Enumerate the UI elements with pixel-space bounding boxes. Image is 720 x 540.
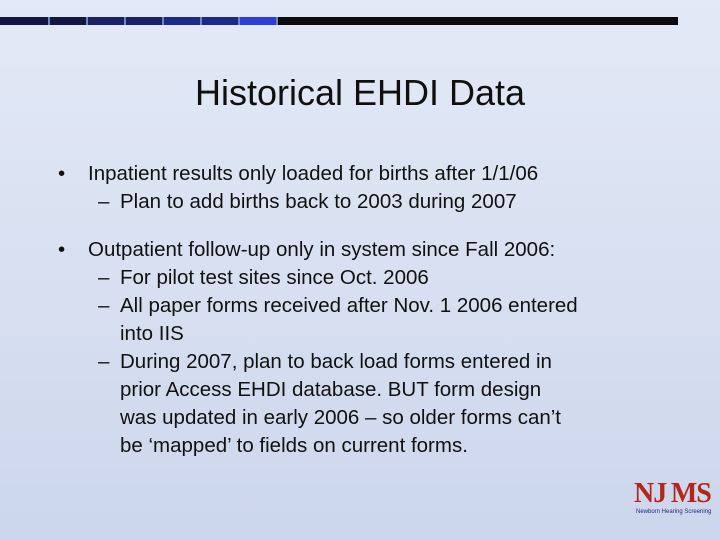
logo-letters: NJ MS: [634, 478, 711, 509]
sub-bullet-line: Plan to add births back to 2003 during 2007: [120, 190, 517, 213]
dash-glyph: –: [98, 294, 110, 317]
sub-bullet-item: [58, 188, 678, 216]
dash-glyph: –: [98, 350, 110, 373]
sub-bullet-line: For pilot test sites since Oct. 2006: [120, 266, 429, 289]
bullet-text: Inpatient results only loaded for births after 1/1/06: [88, 162, 539, 185]
njms-logo: [634, 478, 714, 518]
sub-bullet-line: into IIS: [120, 322, 184, 345]
top-decorative-bar: [0, 17, 720, 25]
bar-segment-4: [126, 17, 162, 25]
sub-bullet-line: was updated in early 2006 – so older forms can’t: [120, 406, 562, 429]
bar-segment-2: [50, 17, 86, 25]
sub-bullet-item: [58, 292, 678, 348]
bar-segment-3: [88, 17, 124, 25]
sub-bullet-line: prior Access EHDI database. BUT form design: [120, 378, 542, 401]
bullet-item-1: [58, 160, 678, 188]
bullet-glyph: •: [58, 238, 66, 261]
bar-segment-7: [240, 17, 276, 25]
dash-glyph: –: [98, 266, 110, 289]
sub-bullet-line: All paper forms received after Nov. 1 2006 entered: [120, 294, 578, 317]
bar-segment-5: [164, 17, 200, 25]
bullet-glyph: •: [58, 162, 66, 185]
sub-bullet-line: be ‘mapped’ to fields on current forms.: [120, 434, 468, 457]
bullet-text: Outpatient follow-up only in system since Fall 2006:: [88, 238, 556, 261]
sub-bullet-line: During 2007, plan to back load forms entered in: [120, 350, 552, 373]
bar-segment-1: [0, 17, 48, 25]
bar-segment-8: [278, 17, 678, 25]
bullet-list: [58, 160, 678, 460]
bullet-item-2: [58, 236, 678, 264]
logo-tagline: Newborn Hearing Screening: [636, 509, 712, 515]
dash-glyph: –: [98, 190, 110, 213]
slide-title: Historical EHDI Data: [194, 72, 526, 113]
sub-bullet-item: [58, 264, 678, 292]
bar-segment-6: [202, 17, 238, 25]
sub-bullet-item: [58, 348, 678, 460]
